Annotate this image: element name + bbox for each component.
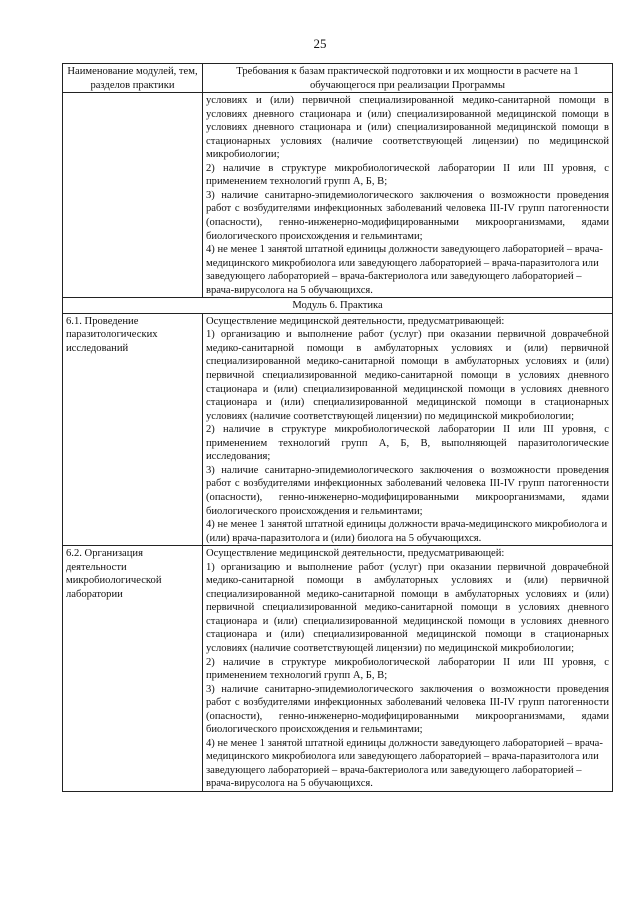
- module-title-row: [63, 298, 613, 314]
- requirement-paragraph: Осуществление медицинской деятельности, предусматривающей:: [206, 548, 505, 560]
- page-number: 25: [313, 36, 327, 51]
- topic-6-1-cell: 6.1. Проведение паразитологических исследований: [63, 313, 203, 545]
- table-row: [63, 313, 613, 545]
- row-left-cell: [63, 93, 203, 298]
- table-row-continued: [63, 93, 613, 298]
- requirement-paragraph: 3) наличие санитарно-эпидемиологического заключения о возможности проведения работ с возбудителями инфекционных заболеваний человека III-IV групп патогенности (опасности), генно-инженерно-модифицированными микроорганизмами, ядами биологического происхождения и гельминтами;: [206, 189, 609, 242]
- requirement-paragraph: 1) организацию и выполнение работ (услуг) при оказании первичной доврачебной медико-санитарной помощи в амбулаторных условиях и (или) первичной специализированной медико-санитарной помощи в амбулаторных условиях и (или) первичной специализированной медико-санитарной помощи в условиях дневного стационара и (или) специализированной медицинской помощи в условиях дневного стационара и (или) специализированной медицинской помощи в стационарных условиях (наличие соответствующей лицензии) по медицинской микробиологии;: [206, 561, 609, 654]
- requirement-paragraph: 3) наличие санитарно-эпидемиологического заключения о возможности проведения работ с возбудителями инфекционных заболеваний человека III-IV групп патогенности (опасности), генно-инженерно-модифицированными микроорганизмами, ядами биологического происхождения и гельминтами;: [206, 683, 609, 736]
- row-requirements-cell: [203, 313, 613, 545]
- table-row: [63, 546, 613, 792]
- requirement-paragraph: 1) организацию и выполнение работ (услуг) при оказании первичной доврачебной медико-санитарной помощи в амбулаторных условиях и (или) первичной специализированной медико-санитарной помощи в амбулаторных условиях и (или) первичной специализированной медико-санитарной помощи в условиях дневного стационара и (или) специализированной медицинской помощи в условиях дневного стационара и (или) специализированной медицинской помощи в стационарных условиях (наличие соответствующей лицензии) по медицинской микробиологии;: [206, 329, 609, 422]
- requirement-paragraph: 4) не менее 1 занятой штатной единицы должности заведующего лабораторией – врача-медицинского микробиолога или заведующего лабораторией – врача-паразитолога или заведующего лабораторией – врача-бактериолога или заведующего лабораторией – врача-вирусолога на 5 обучающихся.: [206, 244, 603, 296]
- header-requirements-cell: Требования к базам практической подготовки и их мощности в расчете на 1 обучающегося при реализации Программы: [203, 64, 613, 93]
- row-requirements-cell: [203, 546, 613, 792]
- requirements-table: [62, 63, 613, 792]
- header-modules-cell: Наименование модулей, тем, разделов практики: [63, 64, 203, 93]
- requirement-paragraph: 4) не менее 1 занятой штатной единицы должности врача-медицинского микробиолога и (или) врача-паразитолога и (или) биолога на 5 обучающихся.: [206, 519, 608, 544]
- requirement-paragraph: 4) не менее 1 занятой штатной единицы должности заведующего лабораторией – врача-медицинского микробиолога или заведующего лабораторией – врача-паразитолога или заведующего лабораторией – врача-бактериолога или заведующего лабораторией – врача-вирусолога на 5 обучающихся.: [206, 737, 603, 790]
- row-requirements-cell: [203, 93, 613, 298]
- requirement-paragraph: условиях и (или) первичной специализированной медико-санитарной помощи в условиях дневного стационара и (или) специализированной медицинской помощи в условиях дневного стационара и (или) специализированной медицинской помощи в стационарных условиях (наличие соответствующей лицензии) по медицинской микробиологии;: [206, 95, 609, 161]
- topic-6-2-cell: 6.2. Организация деятельности микробиологической лаборатории: [63, 546, 203, 792]
- module-title: Модуль 6. Практика: [63, 298, 613, 314]
- requirement-paragraph: 2) наличие в структуре микробиологической лаборатории II или III уровня, с применением технологий групп А, Б, В, выполняющей паразитологические исследования;: [206, 424, 609, 463]
- requirement-paragraph: 2) наличие в структуре микробиологической лаборатории II или III уровня, с применением технологий групп А, Б, В;: [206, 656, 609, 682]
- requirement-paragraph: 3) наличие санитарно-эпидемиологического заключения о возможности проведения работ с возбудителями инфекционных заболеваний человека III-IV групп патогенности (опасности), генно-инженерно-модифицированными микроорганизмами, ядами биологического происхождения и гельминтами;: [206, 464, 609, 517]
- requirement-paragraph: 2) наличие в структуре микробиологической лаборатории II или III уровня, с применением технологий групп А, Б, В;: [206, 162, 609, 188]
- requirement-paragraph: Осуществление медицинской деятельности, предусматривающей:: [206, 315, 505, 327]
- table-header-row: [63, 64, 613, 93]
